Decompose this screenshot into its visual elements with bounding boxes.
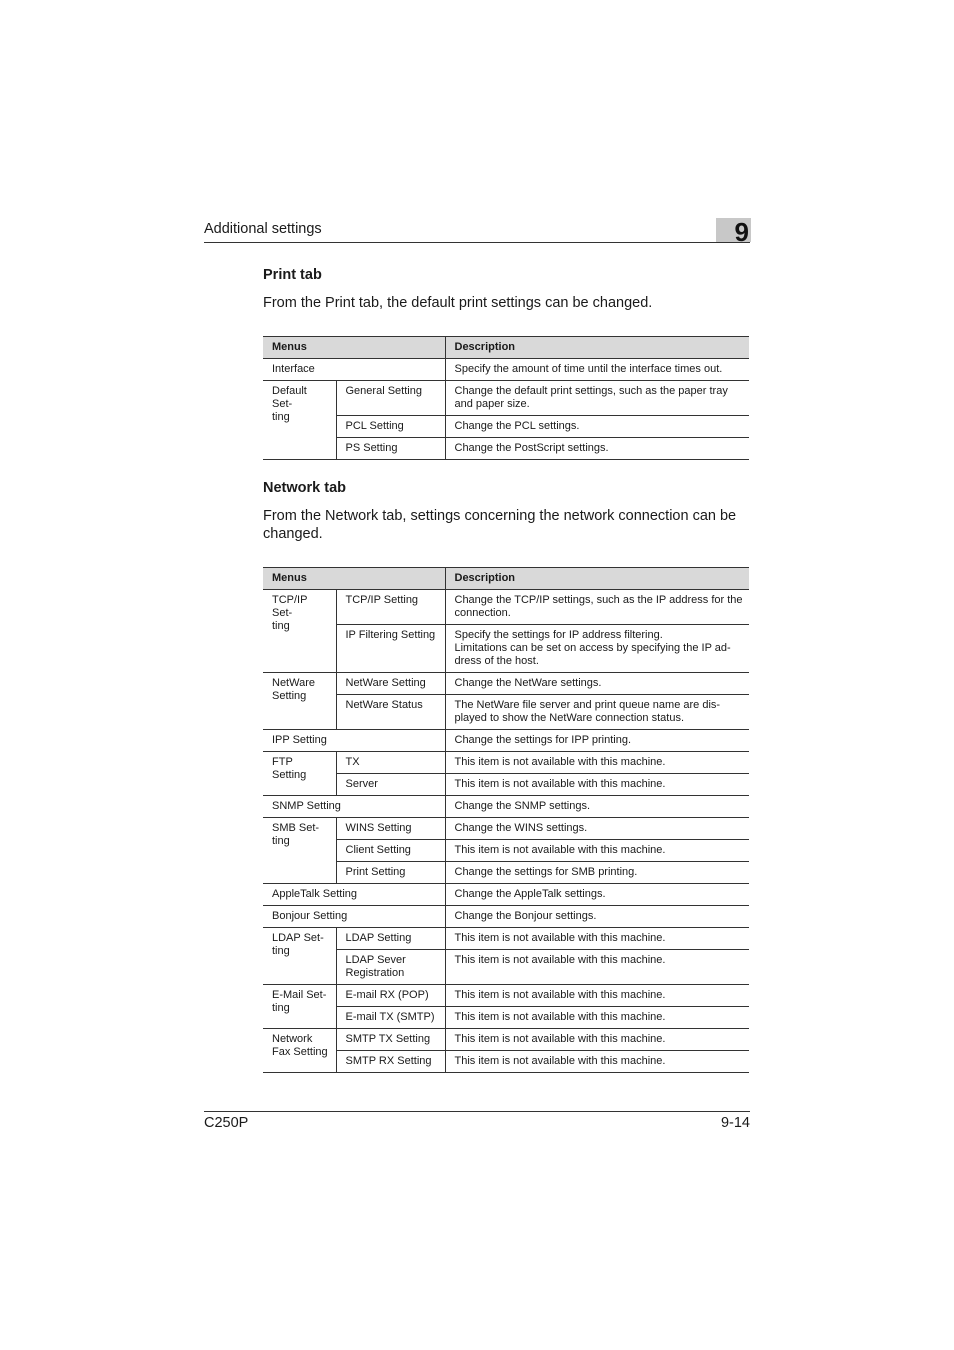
- table-row: [263, 884, 749, 906]
- description-cell: Change the default print settings, such as the paper tray and paper size.: [445, 381, 749, 416]
- description-cell: This item is not available with this machine.: [445, 840, 749, 862]
- table-row: [263, 862, 749, 884]
- menu-group-cell: NetWare Setting: [263, 673, 336, 730]
- menu-group-cell: LDAP Set- ting: [263, 928, 336, 985]
- description-cell: Change the NetWare settings.: [445, 673, 749, 695]
- column-header-description: Description: [445, 337, 749, 359]
- description-cell: The NetWare file server and print queue name are dis- played to show the NetWare connection status.: [445, 695, 749, 730]
- submenu-cell: SMTP TX Setting: [336, 1029, 445, 1051]
- submenu-cell: IP Filtering Setting: [336, 625, 445, 673]
- table-row: [263, 818, 749, 840]
- table-header-row: [263, 568, 749, 590]
- description-cell: This item is not available with this machine.: [445, 1029, 749, 1051]
- running-header: [204, 220, 750, 243]
- submenu-cell: SMTP RX Setting: [336, 1051, 445, 1073]
- description-cell: Change the Bonjour settings.: [445, 906, 749, 928]
- network-tab-intro: From the Network tab, settings concerning the network connection can be changed.: [263, 508, 737, 542]
- chapter-number: 9: [734, 217, 749, 247]
- menu-group-cell: TCP/IP Set- ting: [263, 590, 336, 673]
- description-cell: Change the settings for SMB printing.: [445, 862, 749, 884]
- page-number: 9-14: [720, 1115, 750, 1131]
- chapter-number-box: [716, 217, 751, 247]
- print-tab-intro: From the Print tab, the default print settings can be changed.: [263, 295, 653, 311]
- submenu-cell: LDAP Setting: [336, 928, 445, 950]
- section-title: Additional settings: [204, 221, 322, 237]
- description-cell: Specify the amount of time until the interface times out.: [445, 359, 749, 381]
- submenu-cell: WINS Setting: [336, 818, 445, 840]
- submenu-cell: E-mail RX (POP): [336, 985, 445, 1007]
- description-cell: This item is not available with this machine.: [445, 774, 749, 796]
- menu-cell: Interface: [263, 359, 445, 381]
- description-cell: Change the PostScript settings.: [445, 438, 749, 460]
- table-row: [263, 381, 749, 416]
- print-tab-heading: Print tab: [263, 267, 322, 283]
- table-row: [263, 950, 749, 985]
- model-name: C250P: [204, 1115, 249, 1131]
- table-row: [263, 730, 749, 752]
- table-row: [263, 359, 749, 381]
- column-header-menus: Menus: [263, 337, 445, 359]
- menu-group-cell: Network Fax Setting: [263, 1029, 336, 1073]
- description-cell: Change the WINS settings.: [445, 818, 749, 840]
- column-header-menus: Menus: [263, 568, 445, 590]
- description-cell: This item is not available with this machine.: [445, 752, 749, 774]
- submenu-cell: NetWare Setting: [336, 673, 445, 695]
- submenu-cell: Server: [336, 774, 445, 796]
- submenu-cell: E-mail TX (SMTP): [336, 1007, 445, 1029]
- table-row: [263, 928, 749, 950]
- submenu-cell: Print Setting: [336, 862, 445, 884]
- table-row: [263, 673, 749, 695]
- description-cell: This item is not available with this machine.: [445, 928, 749, 950]
- submenu-cell: TX: [336, 752, 445, 774]
- table-row: [263, 438, 749, 460]
- description-cell: Change the SNMP settings.: [445, 796, 749, 818]
- table-row: [263, 590, 749, 625]
- description-cell: This item is not available with this machine.: [445, 1007, 749, 1029]
- table-row: [263, 416, 749, 438]
- table-row: [263, 840, 749, 862]
- submenu-cell: TCP/IP Setting: [336, 590, 445, 625]
- description-cell: This item is not available with this machine.: [445, 1051, 749, 1073]
- table-row: [263, 1051, 749, 1073]
- submenu-cell: NetWare Status: [336, 695, 445, 730]
- table-row: [263, 752, 749, 774]
- menu-group-cell: E-Mail Set- ting: [263, 985, 336, 1029]
- submenu-cell: LDAP Sever Registration: [336, 950, 445, 985]
- table-row: [263, 1029, 749, 1051]
- menu-cell: AppleTalk Setting: [263, 884, 445, 906]
- page-footer: [204, 1111, 750, 1131]
- table-row: [263, 796, 749, 818]
- description-cell: Specify the settings for IP address filtering. Limitations can be set on access by specifying the IP ad- dress of the host.: [445, 625, 749, 673]
- table-row: [263, 625, 749, 673]
- table-row: [263, 906, 749, 928]
- menu-group-cell: FTP Setting: [263, 752, 336, 796]
- description-cell: Change the AppleTalk settings.: [445, 884, 749, 906]
- network-tab-table: [263, 567, 749, 1073]
- menu-cell: IPP Setting: [263, 730, 445, 752]
- menu-group-cell: SMB Set- ting: [263, 818, 336, 884]
- submenu-cell: PCL Setting: [336, 416, 445, 438]
- menu-cell: Bonjour Setting: [263, 906, 445, 928]
- print-tab-table: [263, 336, 749, 460]
- submenu-cell: Client Setting: [336, 840, 445, 862]
- menu-group-cell: Default Set- ting: [263, 381, 336, 460]
- column-header-description: Description: [445, 568, 749, 590]
- description-cell: This item is not available with this machine.: [445, 985, 749, 1007]
- network-tab-heading: Network tab: [263, 480, 346, 496]
- table-header-row: [263, 337, 749, 359]
- table-row: [263, 695, 749, 730]
- submenu-cell: PS Setting: [336, 438, 445, 460]
- description-cell: Change the settings for IPP printing.: [445, 730, 749, 752]
- description-cell: This item is not available with this machine.: [445, 950, 749, 985]
- description-cell: Change the TCP/IP settings, such as the IP address for the connection.: [445, 590, 749, 625]
- submenu-cell: General Setting: [336, 381, 445, 416]
- menu-cell: SNMP Setting: [263, 796, 445, 818]
- description-cell: Change the PCL settings.: [445, 416, 749, 438]
- table-row: [263, 1007, 749, 1029]
- table-row: [263, 985, 749, 1007]
- table-row: [263, 774, 749, 796]
